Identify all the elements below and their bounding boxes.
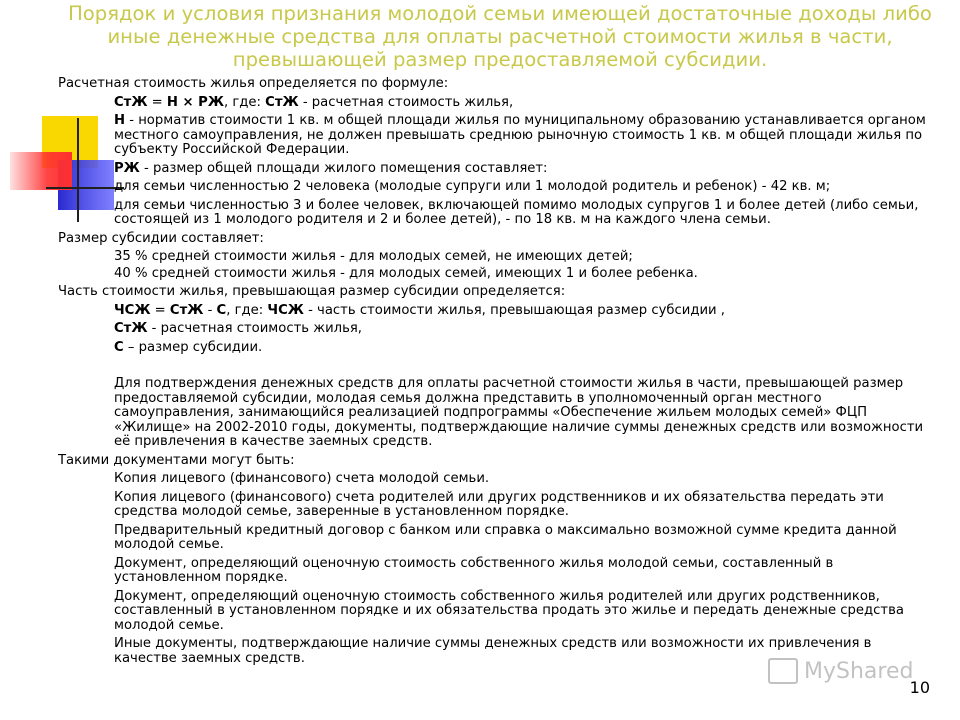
formula-chszh: ЧСЖ = СтЖ - С, где: ЧСЖ - часть стоимости жилья, превышающая размер субсидии , (114, 302, 725, 318)
document-item: Копия лицевого (финансового) счета молодой семьи. (114, 471, 490, 486)
presentation-icon (768, 658, 798, 684)
stzh-definition: СтЖ - расчетная стоимость жилья, (114, 321, 362, 336)
document-item: Предварительный кредитный договор с банком или справка о максимально возможной сумме кредита данной молодой семье. (114, 522, 897, 552)
c-definition: С – размер субсидии. (114, 339, 263, 355)
confirm-paragraph: Для подтверждения денежных средств для оплаты расчетной стоимости жилья в части, превышающей размер предоставляемой субсидии, молодая семья должна представить в уполномоченный орган местного самоуправления, занимающийся реализацией подпрограммы «Обеспечение жильем молодых семей» ФЦП «Жилище» на 2002-2010 годы, документы, подтверждающие наличие суммы денежных средств или возможности её привлечения в качестве заемных средств. (114, 376, 924, 449)
page-number: 10 (909, 678, 930, 697)
norm-definition: Н - норматив стоимости 1 кв. м общей площади жилья по муниципальному образованию устанавливается органом местного самоуправления, не должен превышать среднюю рыночную стоимость 1 кв. м общей площади жилья по субъекту Российской Федерации. (114, 113, 926, 157)
slide-title: Порядок и условия признания молодой семьи имеющей достаточные доходы либо иные денежные средства для оплаты расчетной стоимости жилья в части, превышающей размер предоставляемой субсидии. (68, 2, 932, 71)
document-item: Документ, определяющий оценочную стоимость собственного жилья родителей или других родственников, составленный в установленном порядке и их обязательства продать это жилье и передать денежные средства молодой семье. (114, 588, 904, 633)
area-two-persons: для семьи численностью 2 человека (молодые супруги или 1 молодой родитель и ребенок) - 42 кв. м; (114, 179, 831, 194)
watermark-logo (768, 658, 913, 684)
watermark-text: MyShared (804, 658, 914, 684)
excess-heading: Часть стоимости жилья, превышающая размер субсидии определяется: (58, 284, 566, 299)
documents-heading: Такими документами могут быть: (58, 452, 295, 468)
subsidy-with-children: 40 % средней стоимости жилья - для молодых семей, имеющих 1 и более ребенка. (114, 265, 698, 281)
formula-stzh: СтЖ = Н × РЖ, где: СтЖ - расчетная стоимость жилья, (114, 94, 514, 110)
document-item: Документ, определяющий оценочную стоимость собственного жилья молодой семьи, составленный в установленном порядке. (114, 555, 834, 585)
rzh-definition: РЖ - размер общей площади жилого помещения составляет: (114, 160, 548, 176)
subsidy-no-children: 35 % средней стоимости жилья - для молодых семей, не имеющих детей; (114, 249, 633, 264)
subsidy-heading: Размер субсидии составляет: (58, 230, 264, 246)
slide-content (58, 77, 938, 670)
document-item: Копия лицевого (финансового) счета родителей или других родственников и их обязательства передать эти средства молодой семье, заверенные в установленном порядке. (114, 489, 884, 519)
intro-text: Расчетная стоимость жилья определяется по формуле: (58, 76, 449, 91)
area-three-persons: для семьи численностью 3 и более человек, включающей помимо молодых супругов 1 и более детей (либо семьи, состоящей из 1 молодого родителя и 2 и более детей), - по 18 кв. м на каждого члена семьи. (114, 197, 919, 227)
document-item: Иные документы, подтверждающие наличие суммы денежных средств или возможности их привлечения в качестве заемных средств. (114, 636, 872, 666)
